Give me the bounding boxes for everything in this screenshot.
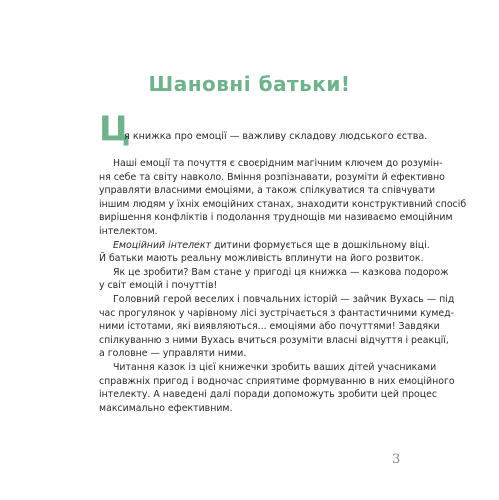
paragraph-line: Й батьки мають реальну можливість вплинути на його розвиток. <box>99 253 424 265</box>
drop-cap: Ц <box>99 109 131 149</box>
page-title: Шановні батьки! <box>148 72 351 96</box>
paragraph-line: справжніх пригод і водночас сприятиме формуванню в них емоційного <box>99 375 455 387</box>
lead-text: я книжка про емоції — важливу складову людського єства. <box>124 131 428 142</box>
paragraph-line: ня себе та світу навколо. Вміння розпізнавати, розуміти й ефективно <box>99 171 445 183</box>
paragraph-line: ними істотами, які виявляються... емоціями або почуттями! Завдяки <box>99 321 440 333</box>
paragraph-line: інтелектом. <box>99 225 158 237</box>
paragraph-line: іншим людям у їхніх емоційних станах, знаходити конструктивний спосіб <box>99 198 467 210</box>
paragraph-line: спілкуванню з ними Вухась вчиться розуміти власні відчуття і реакції, <box>99 334 449 346</box>
paragraph-line: максимально ефективним. <box>99 402 233 414</box>
italic-term: Емоційний інтелект <box>113 239 211 251</box>
paragraph-line: Читання казок із цієї книжечки зробить ваших дітей учасниками <box>113 361 437 373</box>
paragraph-line: час прогулянок у чарівному лісі зустрічається з фантастичними кумед- <box>99 307 455 319</box>
paragraph-line: інтелекту. А наведені далі поради допоможуть зробити цей процес <box>99 389 438 401</box>
body-text <box>99 157 467 415</box>
paragraph-line: у світ емоцій і почуттів! <box>99 280 218 292</box>
page-number: 3 <box>392 452 401 467</box>
paragraph-line: вирішення конфліктів і подолання труднощів ми називаємо емоційним <box>99 212 453 224</box>
paragraph-line: а головне — управляти ними. <box>99 348 247 360</box>
paragraph-line-rest: дитини формується ще в дошкільному віці. <box>213 239 430 251</box>
paragraph-line: Як це зробити? Вам стане у пригоді ця книжка — казкова подорож <box>113 266 449 278</box>
paragraph-line <box>99 239 430 253</box>
paragraph-line: Головний герой веселих і повчальних історій — зайчик Вухась — під <box>113 293 455 305</box>
paragraph-line: управляти власними емоціями, а також спілкуватися та співчувати <box>99 185 436 197</box>
paragraph-line: Наші емоції та почуття є своєрідним магічним ключем до розумін- <box>113 158 443 169</box>
lead-sentence <box>99 109 428 149</box>
